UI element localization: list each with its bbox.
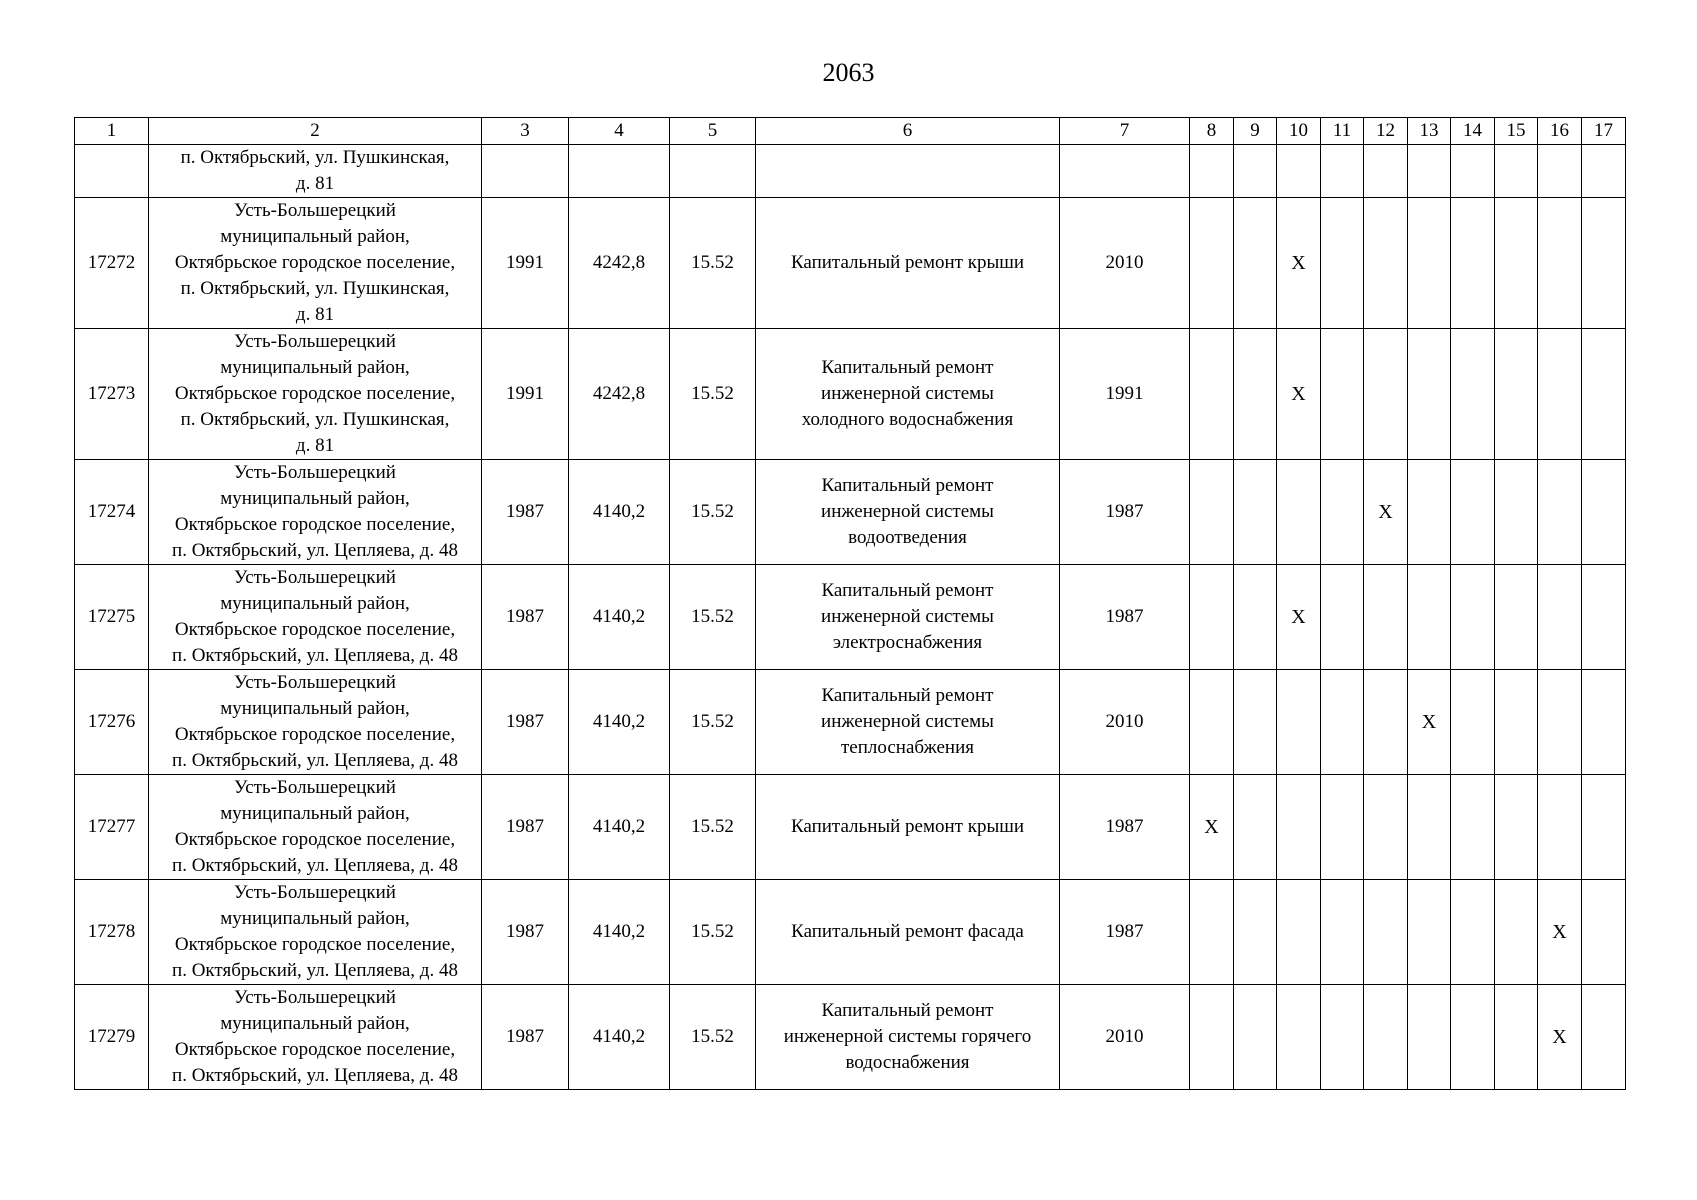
mark-cell-col-12 <box>1364 145 1408 198</box>
work-type-cell-line: инженерной системы <box>821 383 994 404</box>
mark-cell-col-17 <box>1582 198 1626 329</box>
work-type-cell-line: инженерной системы <box>821 606 994 627</box>
mark-cell-col-15 <box>1495 329 1538 460</box>
table-row <box>75 985 1626 1090</box>
work-type-cell <box>756 985 1060 1090</box>
work-type-cell <box>756 670 1060 775</box>
mark-cell-col-11 <box>1321 460 1364 565</box>
mark-cell-col-14 <box>1451 565 1495 670</box>
address-cell-line: Усть-Большерецкий <box>234 331 396 352</box>
mark-cell-col-14 <box>1451 775 1495 880</box>
mark-cell-col-16 <box>1538 775 1582 880</box>
plan-year-cell: 1987 <box>1060 880 1190 985</box>
work-type-cell <box>756 198 1060 329</box>
table-row <box>75 565 1626 670</box>
mark-cell-col-15 <box>1495 775 1538 880</box>
address-cell-line: Октябрьское городское поселение, <box>174 829 456 850</box>
mark-cell-col-13 <box>1408 145 1451 198</box>
mark-cell-col-13: X <box>1408 670 1451 775</box>
mark-cell-col-8 <box>1190 460 1234 565</box>
build-year-cell: 1987 <box>482 880 569 985</box>
code-cell <box>670 145 756 198</box>
address-cell-line: д. 81 <box>295 435 335 456</box>
address-cell-line: п. Октябрьский, ул. Пушкинская, <box>180 278 450 299</box>
code-cell: 15.52 <box>670 670 756 775</box>
address-cell-line: Усть-Большерецкий <box>234 200 396 221</box>
build-year-cell <box>482 145 569 198</box>
mark-cell-col-12 <box>1364 985 1408 1090</box>
work-type-cell <box>756 460 1060 565</box>
mark-cell-col-9 <box>1234 670 1277 775</box>
column-number-10: 10 <box>1277 118 1321 145</box>
mark-cell-col-16: X <box>1538 880 1582 985</box>
mark-cell-col-16 <box>1538 460 1582 565</box>
column-number-12: 12 <box>1364 118 1408 145</box>
area-cell: 4140,2 <box>569 670 670 775</box>
work-type-cell-line: Капитальный ремонт <box>821 1000 994 1021</box>
address-cell-line: п. Октябрьский, ул. Пушкинская, <box>180 147 450 168</box>
record-id-cell <box>75 145 149 198</box>
column-number-8: 8 <box>1190 118 1234 145</box>
mark-cell-col-8: X <box>1190 775 1234 880</box>
address-cell <box>149 565 482 670</box>
record-id-cell: 17278 <box>75 880 149 985</box>
mark-cell-col-10 <box>1277 985 1321 1090</box>
mark-cell-col-17 <box>1582 775 1626 880</box>
mark-cell-col-9 <box>1234 880 1277 985</box>
mark-cell-col-11 <box>1321 198 1364 329</box>
mark-cell-col-16 <box>1538 198 1582 329</box>
mark-cell-col-8 <box>1190 565 1234 670</box>
address-cell-line: Октябрьское городское поселение, <box>174 514 456 535</box>
address-cell <box>149 880 482 985</box>
page-number: 2063 <box>822 58 875 87</box>
plan-year-cell: 1987 <box>1060 565 1190 670</box>
plan-year-cell <box>1060 145 1190 198</box>
area-cell: 4140,2 <box>569 880 670 985</box>
address-cell-line: п. Октябрьский, ул. Цепляева, д. 48 <box>172 750 458 771</box>
address-cell-line: д. 81 <box>295 304 335 325</box>
mark-cell-col-11 <box>1321 670 1364 775</box>
address-cell-line: п. Октябрьский, ул. Цепляева, д. 48 <box>172 540 458 561</box>
plan-year-cell: 2010 <box>1060 198 1190 329</box>
mark-cell-col-12 <box>1364 775 1408 880</box>
mark-cell-col-10 <box>1277 775 1321 880</box>
build-year-cell: 1987 <box>482 985 569 1090</box>
address-cell-line: Усть-Большерецкий <box>234 987 396 1008</box>
plan-year-cell: 1987 <box>1060 775 1190 880</box>
work-type-cell-line: Капитальный ремонт <box>821 580 994 601</box>
column-number-16: 16 <box>1538 118 1582 145</box>
mark-cell-col-13 <box>1408 880 1451 985</box>
mark-cell-col-17 <box>1582 985 1626 1090</box>
address-cell <box>149 775 482 880</box>
work-type-cell-line: холодного водоснабжения <box>801 409 1014 430</box>
work-type-cell-line: Капитальный ремонт <box>821 475 994 496</box>
address-cell-line: муниципальный район, <box>220 226 410 247</box>
address-cell-line: Октябрьское городское поселение, <box>174 383 456 404</box>
address-cell-line: муниципальный район, <box>220 488 410 509</box>
plan-year-cell: 1991 <box>1060 329 1190 460</box>
mark-cell-col-14 <box>1451 460 1495 565</box>
work-type-cell <box>756 775 1060 880</box>
mark-cell-col-16 <box>1538 145 1582 198</box>
mark-cell-col-8 <box>1190 198 1234 329</box>
mark-cell-col-9 <box>1234 145 1277 198</box>
mark-cell-col-14 <box>1451 329 1495 460</box>
table-row <box>75 880 1626 985</box>
plan-year-cell: 2010 <box>1060 670 1190 775</box>
address-cell-line: Октябрьское городское поселение, <box>174 724 456 745</box>
mark-cell-col-15 <box>1495 145 1538 198</box>
address-cell <box>149 329 482 460</box>
mark-cell-col-10: X <box>1277 565 1321 670</box>
work-type-cell-line: Капитальный ремонт фасада <box>791 921 1024 942</box>
mark-cell-col-9 <box>1234 460 1277 565</box>
address-cell-line: Усть-Большерецкий <box>234 882 396 903</box>
work-type-cell <box>756 329 1060 460</box>
mark-cell-col-8 <box>1190 329 1234 460</box>
table-row <box>75 329 1626 460</box>
mark-cell-col-10 <box>1277 460 1321 565</box>
build-year-cell: 1987 <box>482 460 569 565</box>
mark-cell-col-8 <box>1190 145 1234 198</box>
address-cell-line: Усть-Большерецкий <box>234 672 396 693</box>
work-type-cell <box>756 880 1060 985</box>
mark-cell-col-10 <box>1277 880 1321 985</box>
area-cell: 4242,8 <box>569 198 670 329</box>
address-cell <box>149 985 482 1090</box>
code-cell: 15.52 <box>670 460 756 565</box>
column-number-14: 14 <box>1451 118 1495 145</box>
mark-cell-col-17 <box>1582 460 1626 565</box>
mark-cell-col-11 <box>1321 145 1364 198</box>
column-number-5: 5 <box>670 118 756 145</box>
area-cell: 4140,2 <box>569 775 670 880</box>
mark-cell-col-14 <box>1451 145 1495 198</box>
mark-cell-col-16: X <box>1538 985 1582 1090</box>
address-cell <box>149 198 482 329</box>
work-type-cell <box>756 145 1060 198</box>
mark-cell-col-16 <box>1538 670 1582 775</box>
mark-cell-col-15 <box>1495 985 1538 1090</box>
mark-cell-col-12: X <box>1364 460 1408 565</box>
mark-cell-col-9 <box>1234 198 1277 329</box>
code-cell: 15.52 <box>670 880 756 985</box>
mark-cell-col-8 <box>1190 985 1234 1090</box>
area-cell: 4140,2 <box>569 565 670 670</box>
record-id-cell: 17276 <box>75 670 149 775</box>
address-cell-line: муниципальный район, <box>220 593 410 614</box>
table-body <box>75 118 1626 1090</box>
address-cell <box>149 670 482 775</box>
work-type-cell-line: Капитальный ремонт крыши <box>790 252 1025 273</box>
mark-cell-col-14 <box>1451 198 1495 329</box>
mark-cell-col-15 <box>1495 880 1538 985</box>
mark-cell-col-11 <box>1321 775 1364 880</box>
mark-cell-col-9 <box>1234 565 1277 670</box>
column-number-15: 15 <box>1495 118 1538 145</box>
mark-cell-col-16 <box>1538 329 1582 460</box>
mark-cell-col-15 <box>1495 670 1538 775</box>
mark-cell-col-13 <box>1408 775 1451 880</box>
mark-cell-col-8 <box>1190 670 1234 775</box>
column-number-7: 7 <box>1060 118 1190 145</box>
record-id-cell: 17274 <box>75 460 149 565</box>
mark-cell-col-15 <box>1495 460 1538 565</box>
column-number-4: 4 <box>569 118 670 145</box>
record-id-cell: 17277 <box>75 775 149 880</box>
mark-cell-col-16 <box>1538 565 1582 670</box>
mark-cell-col-10 <box>1277 670 1321 775</box>
code-cell: 15.52 <box>670 985 756 1090</box>
address-cell-line: п. Октябрьский, ул. Цепляева, д. 48 <box>172 645 458 666</box>
address-cell-line: Октябрьское городское поселение, <box>174 619 456 640</box>
mark-cell-col-10: X <box>1277 329 1321 460</box>
mark-cell-col-13 <box>1408 329 1451 460</box>
mark-cell-col-17 <box>1582 329 1626 460</box>
column-number-6: 6 <box>756 118 1060 145</box>
mark-cell-col-8 <box>1190 880 1234 985</box>
area-cell: 4140,2 <box>569 460 670 565</box>
mark-cell-col-9 <box>1234 775 1277 880</box>
code-cell: 15.52 <box>670 565 756 670</box>
mark-cell-col-15 <box>1495 565 1538 670</box>
record-id-cell: 17272 <box>75 198 149 329</box>
address-cell <box>149 145 482 198</box>
plan-year-cell: 2010 <box>1060 985 1190 1090</box>
address-cell-line: п. Октябрьский, ул. Пушкинская, <box>180 409 450 430</box>
address-cell-line: муниципальный район, <box>220 908 410 929</box>
work-type-cell <box>756 565 1060 670</box>
build-year-cell: 1987 <box>482 565 569 670</box>
work-type-cell-line: теплоснабжения <box>841 737 974 758</box>
work-type-cell-line: Капитальный ремонт <box>821 685 994 706</box>
address-cell-line: п. Октябрьский, ул. Цепляева, д. 48 <box>172 1065 458 1086</box>
column-number-13: 13 <box>1408 118 1451 145</box>
work-type-cell-line: водоснабжения <box>845 1052 970 1073</box>
address-cell-line: муниципальный район, <box>220 803 410 824</box>
address-cell-line: муниципальный район, <box>220 1013 410 1034</box>
column-number-17: 17 <box>1582 118 1626 145</box>
work-type-cell-line: электроснабжения <box>832 632 983 653</box>
address-cell-line: Октябрьское городское поселение, <box>174 1039 456 1060</box>
build-year-cell: 1987 <box>482 670 569 775</box>
code-cell: 15.52 <box>670 329 756 460</box>
area-cell: 4242,8 <box>569 329 670 460</box>
mark-cell-col-12 <box>1364 198 1408 329</box>
table-row <box>75 670 1626 775</box>
mark-cell-col-10 <box>1277 145 1321 198</box>
mark-cell-col-11 <box>1321 329 1364 460</box>
address-cell-line: Октябрьское городское поселение, <box>174 934 456 955</box>
mark-cell-col-11 <box>1321 880 1364 985</box>
address-cell <box>149 460 482 565</box>
table-row <box>75 460 1626 565</box>
mark-cell-col-9 <box>1234 985 1277 1090</box>
mark-cell-col-13 <box>1408 198 1451 329</box>
address-cell-line: Усть-Большерецкий <box>234 462 396 483</box>
area-cell <box>569 145 670 198</box>
work-type-cell-line: инженерной системы <box>821 711 994 732</box>
mark-cell-col-14 <box>1451 670 1495 775</box>
work-type-cell-line: Капитальный ремонт <box>821 357 994 378</box>
build-year-cell: 1991 <box>482 329 569 460</box>
area-cell: 4140,2 <box>569 985 670 1090</box>
mark-cell-col-17 <box>1582 880 1626 985</box>
mark-cell-col-11 <box>1321 565 1364 670</box>
mark-cell-col-11 <box>1321 985 1364 1090</box>
record-id-cell: 17273 <box>75 329 149 460</box>
column-number-9: 9 <box>1234 118 1277 145</box>
address-cell-line: Октябрьское городское поселение, <box>174 252 456 273</box>
address-cell-line: Усть-Большерецкий <box>234 777 396 798</box>
table-row <box>75 145 1626 198</box>
mark-cell-col-17 <box>1582 145 1626 198</box>
mark-cell-col-13 <box>1408 565 1451 670</box>
mark-cell-col-9 <box>1234 329 1277 460</box>
work-type-cell-line: инженерной системы <box>821 501 994 522</box>
mark-cell-col-13 <box>1408 460 1451 565</box>
address-cell-line: муниципальный район, <box>220 357 410 378</box>
mark-cell-col-13 <box>1408 985 1451 1090</box>
mark-cell-col-12 <box>1364 329 1408 460</box>
address-cell-line: Усть-Большерецкий <box>234 567 396 588</box>
work-type-cell-line: Капитальный ремонт крыши <box>790 816 1025 837</box>
mark-cell-col-12 <box>1364 670 1408 775</box>
work-type-cell-line: водоотведения <box>848 527 967 548</box>
column-number-row <box>75 118 1626 145</box>
record-id-cell: 17275 <box>75 565 149 670</box>
plan-year-cell: 1987 <box>1060 460 1190 565</box>
table-row <box>75 198 1626 329</box>
mark-cell-col-10: X <box>1277 198 1321 329</box>
mark-cell-col-12 <box>1364 880 1408 985</box>
address-cell-line: муниципальный район, <box>220 698 410 719</box>
mark-cell-col-17 <box>1582 670 1626 775</box>
mark-cell-col-17 <box>1582 565 1626 670</box>
mark-cell-col-15 <box>1495 198 1538 329</box>
column-number-2: 2 <box>149 118 482 145</box>
record-id-cell: 17279 <box>75 985 149 1090</box>
code-cell: 15.52 <box>670 775 756 880</box>
mark-cell-col-12 <box>1364 565 1408 670</box>
mark-cell-col-14 <box>1451 880 1495 985</box>
column-number-11: 11 <box>1321 118 1364 145</box>
column-number-3: 3 <box>482 118 569 145</box>
address-cell-line: п. Октябрьский, ул. Цепляева, д. 48 <box>172 855 458 876</box>
register-table <box>74 117 1626 1090</box>
build-year-cell: 1987 <box>482 775 569 880</box>
table-row <box>75 775 1626 880</box>
build-year-cell: 1991 <box>482 198 569 329</box>
column-number-1: 1 <box>75 118 149 145</box>
work-type-cell-line: инженерной системы горячего <box>783 1026 1032 1047</box>
mark-cell-col-14 <box>1451 985 1495 1090</box>
address-cell-line: п. Октябрьский, ул. Цепляева, д. 48 <box>172 960 458 981</box>
code-cell: 15.52 <box>670 198 756 329</box>
address-cell-line: д. 81 <box>295 173 335 194</box>
